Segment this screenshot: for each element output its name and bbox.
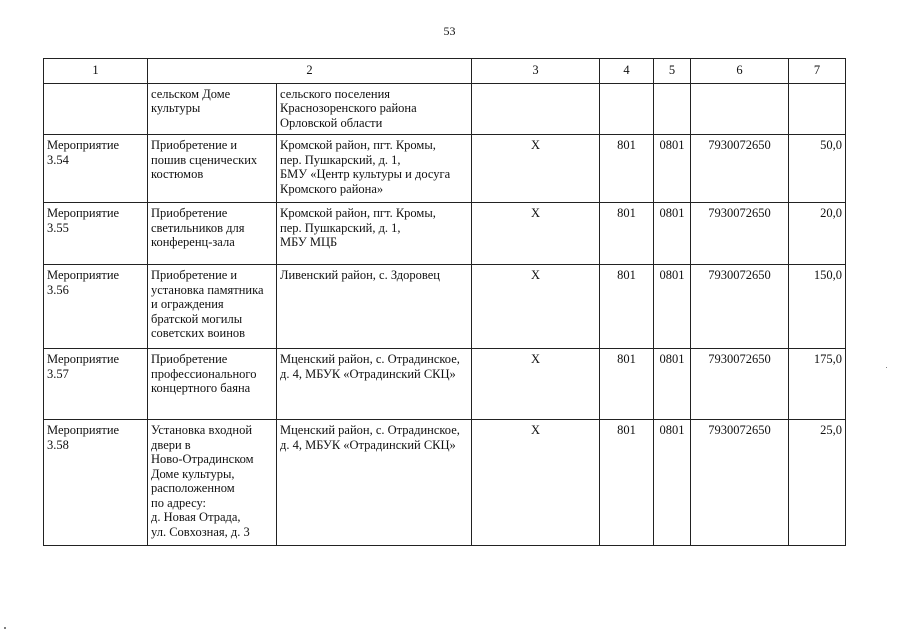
budget-table [43, 58, 846, 546]
row-col-3: Х [472, 349, 600, 420]
row-col-5: 0801 [654, 135, 691, 203]
table-row [44, 349, 846, 420]
row-col-6 [691, 83, 789, 135]
row-col-3 [472, 83, 600, 135]
row-col-5 [654, 83, 691, 135]
row-address: Кромской район, пгт. Кромы, пер. Пушкарский, д. 1, МБУ МЦБ [277, 203, 472, 265]
header-col-6: 6 [691, 59, 789, 84]
table-row [44, 265, 846, 349]
row-col-4 [600, 83, 654, 135]
scan-speck [4, 627, 6, 629]
row-address: Ливенский район, с. Здоровец [277, 265, 472, 349]
row-col-3: Х [472, 203, 600, 265]
header-col-2: 2 [148, 59, 472, 84]
row-label: Мероприятие 3.55 [44, 203, 148, 265]
row-name: Приобретение светильников для конференц-зала [148, 203, 277, 265]
row-col-6: 7930072650 [691, 203, 789, 265]
row-col-5: 0801 [654, 349, 691, 420]
row-label: Мероприятие 3.58 [44, 420, 148, 546]
row-col-5: 0801 [654, 420, 691, 546]
row-col-7 [789, 83, 846, 135]
row-address: сельского поселения Краснозоренского района Орловской области [277, 83, 472, 135]
row-col-6: 7930072650 [691, 349, 789, 420]
row-col-5: 0801 [654, 265, 691, 349]
row-col-7: 50,0 [789, 135, 846, 203]
row-col-6: 7930072650 [691, 265, 789, 349]
header-col-7: 7 [789, 59, 846, 84]
scan-speck [886, 367, 887, 368]
row-col-4: 801 [600, 203, 654, 265]
row-col-6: 7930072650 [691, 420, 789, 546]
row-col-7: 150,0 [789, 265, 846, 349]
row-name: Приобретение профессионального концертного баяна [148, 349, 277, 420]
row-address: Кромской район, пгт. Кромы, пер. Пушкарский, д. 1, БМУ «Центр культуры и досуга Кромского района» [277, 135, 472, 203]
row-col-4: 801 [600, 135, 654, 203]
row-name: Приобретение и пошив сценических костюмов [148, 135, 277, 203]
header-col-1: 1 [44, 59, 148, 84]
row-label [44, 83, 148, 135]
row-address: Мценский район, с. Отрадинское, д. 4, МБУК «Отрадинский СКЦ» [277, 349, 472, 420]
row-address: Мценский район, с. Отрадинское, д. 4, МБУК «Отрадинский СКЦ» [277, 420, 472, 546]
page-number: 53 [443, 24, 456, 38]
row-label: Мероприятие 3.54 [44, 135, 148, 203]
row-col-3: Х [472, 135, 600, 203]
row-name: сельском Доме культуры [148, 83, 277, 135]
table-row [44, 135, 846, 203]
header-col-3: 3 [472, 59, 600, 84]
row-col-4: 801 [600, 420, 654, 546]
row-col-4: 801 [600, 265, 654, 349]
header-row [44, 59, 846, 84]
row-col-7: 20,0 [789, 203, 846, 265]
header-col-5: 5 [654, 59, 691, 84]
row-col-5: 0801 [654, 203, 691, 265]
table-row [44, 203, 846, 265]
row-col-3: Х [472, 420, 600, 546]
row-col-3: Х [472, 265, 600, 349]
table-row [44, 83, 846, 135]
row-col-7: 175,0 [789, 349, 846, 420]
row-label: Мероприятие 3.57 [44, 349, 148, 420]
row-col-4: 801 [600, 349, 654, 420]
header-col-4: 4 [600, 59, 654, 84]
row-col-6: 7930072650 [691, 135, 789, 203]
row-name: Приобретение и установка памятника и ограждения братской могилы советских воинов [148, 265, 277, 349]
table-row [44, 420, 846, 546]
row-col-7: 25,0 [789, 420, 846, 546]
row-name: Установка входной двери в Ново-Отрадинском Доме культуры, расположенном по адресу: д. Новая Отрада, ул. Совхозная, д. 3 [148, 420, 277, 546]
row-label: Мероприятие 3.56 [44, 265, 148, 349]
